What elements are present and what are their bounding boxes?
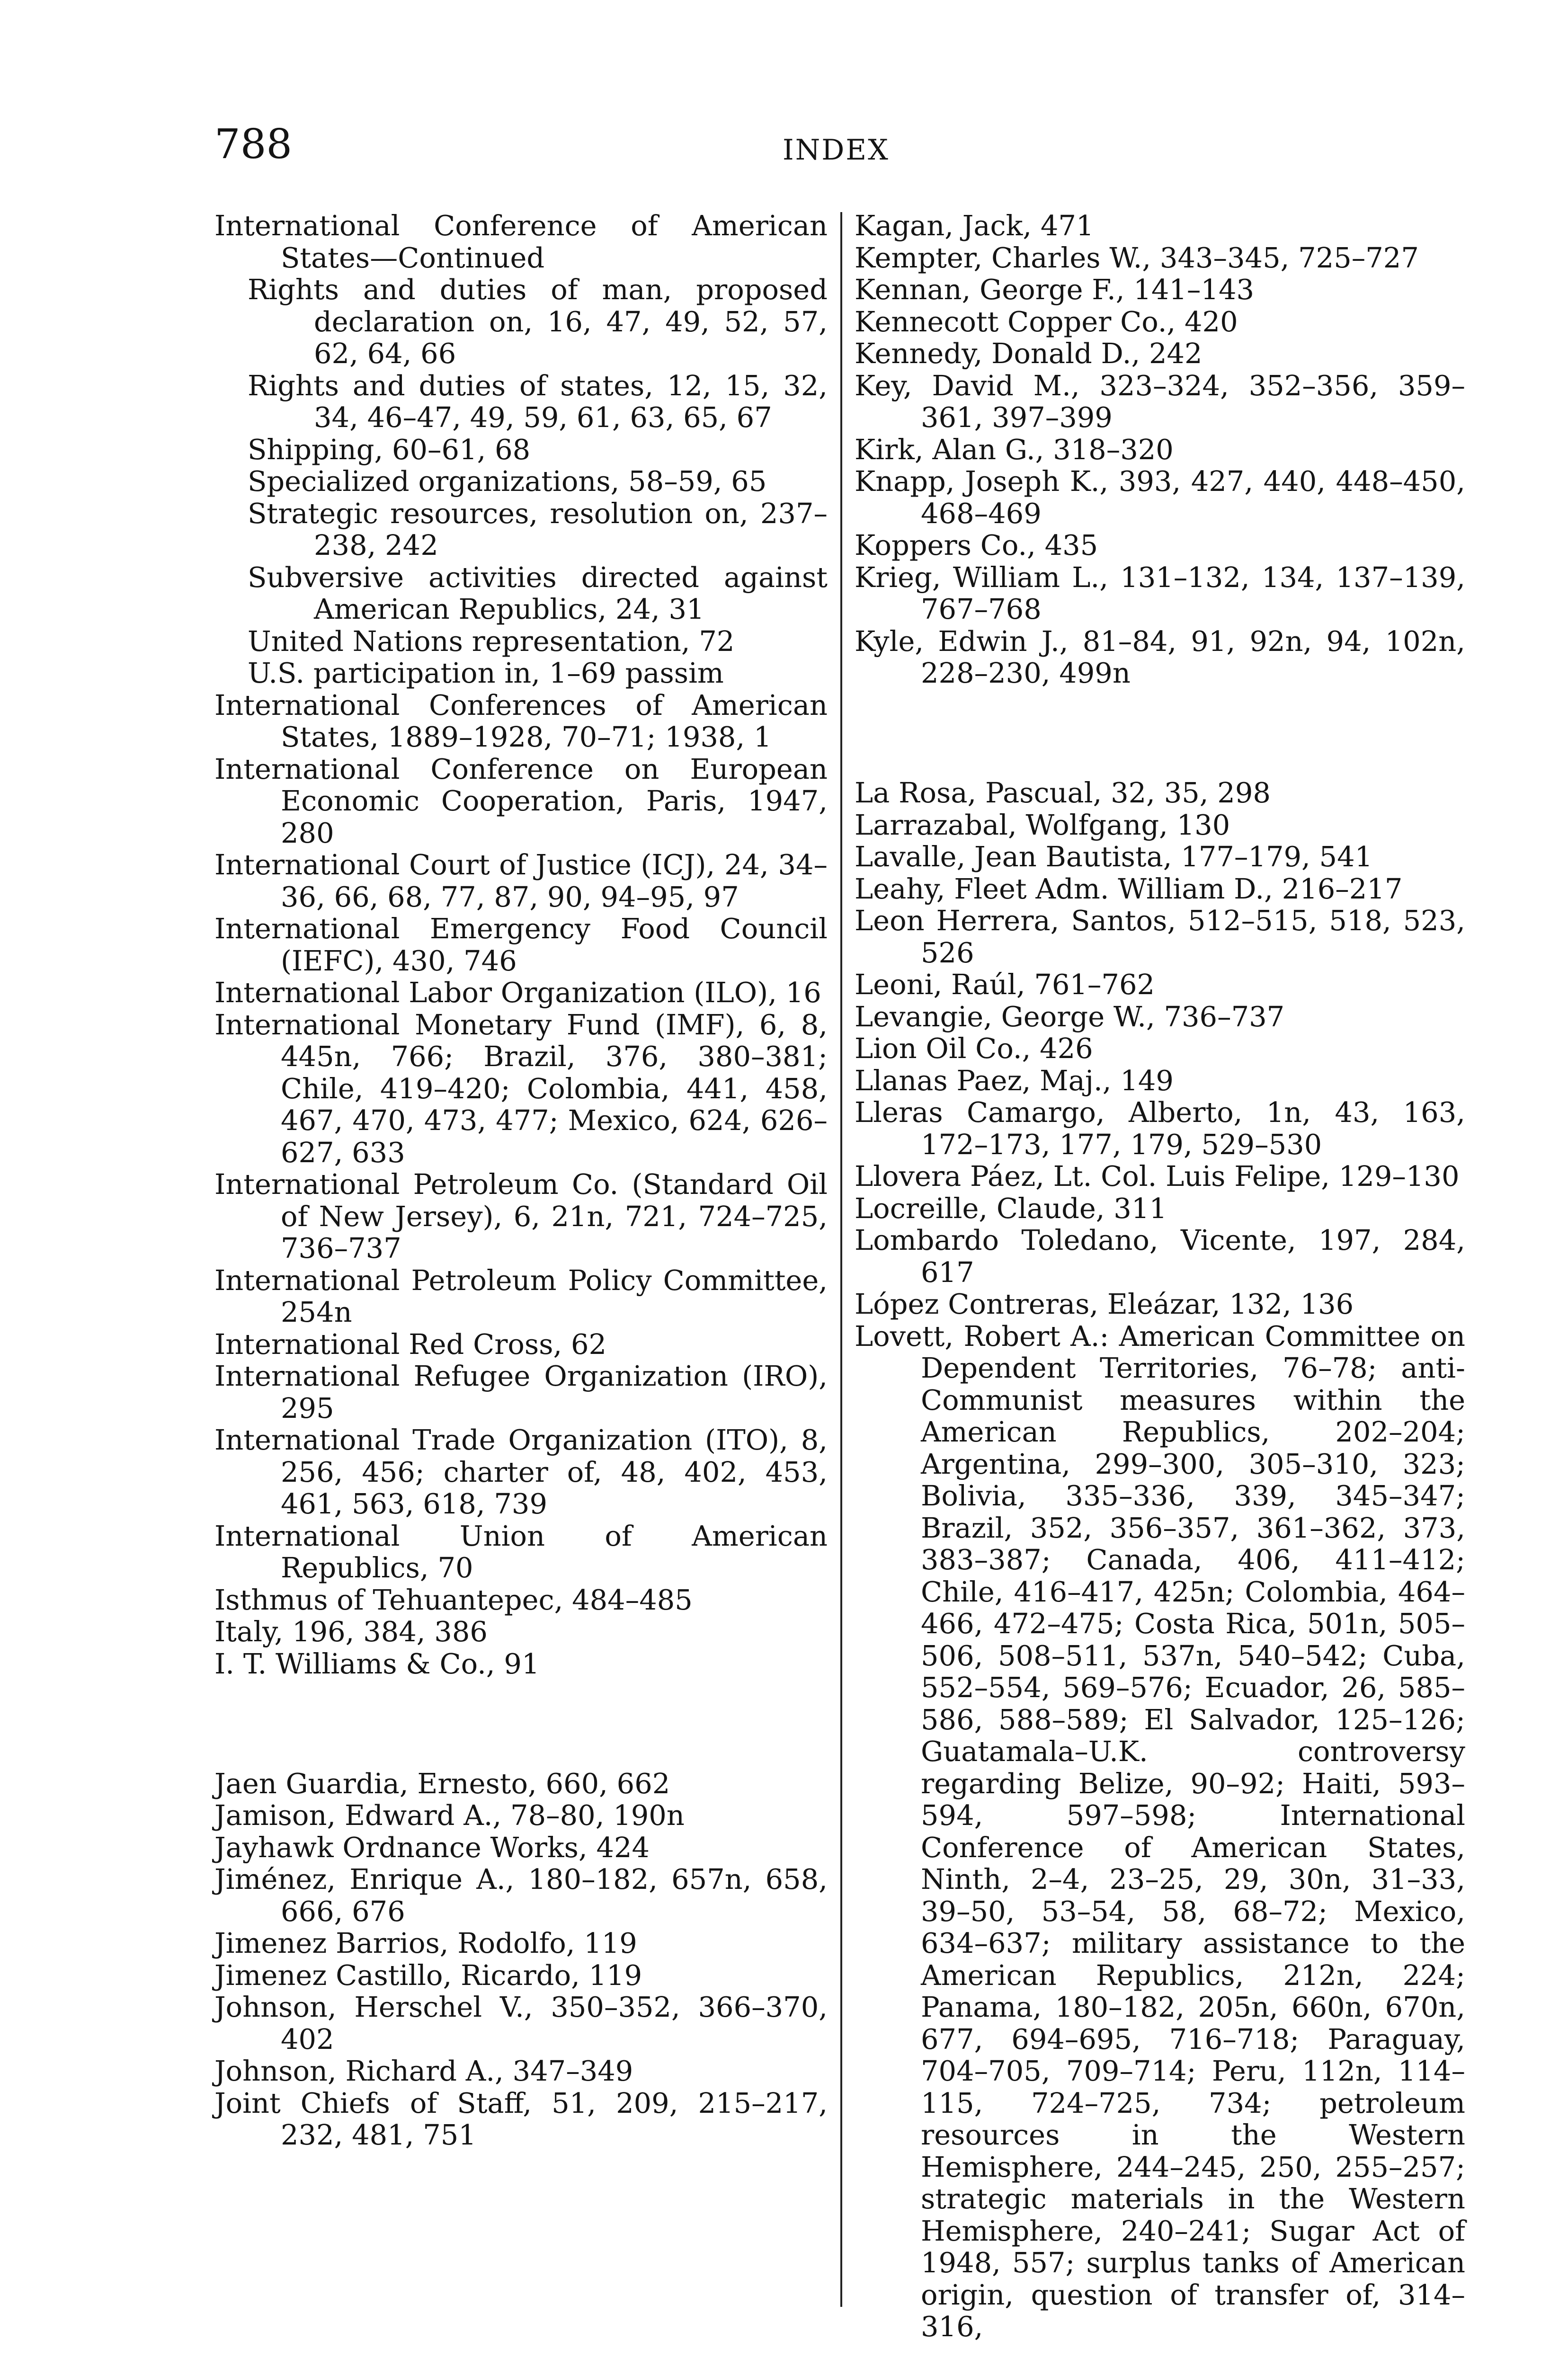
index-entry: I. T. Williams & Co., 91: [214, 1647, 540, 1680]
index-entry: Jaen Guardia, Ernesto, 660, 662: [214, 1767, 670, 1800]
index-subentry: Rights and duties of states, 12, 15, 32, 34, 46–47, 49, 59, 61, 63, 65, 67: [248, 369, 828, 434]
column-divider: [840, 212, 842, 2307]
index-entry: Llanas Paez, Maj., 149: [855, 1064, 1174, 1097]
index-entry: Jiménez, Enrique A., 180–182, 657n, 658, 666, 676: [214, 1863, 828, 1928]
index-entry: Johnson, Herschel V., 350–352, 366–370, 402: [214, 1991, 828, 2056]
index-entry: International Labor Organization (ILO), 16: [214, 976, 821, 1009]
index-entry: Leahy, Fleet Adm. William D., 216–217: [855, 872, 1403, 905]
index-entry: Isthmus of Tehuantepec, 484–485: [214, 1583, 693, 1616]
running-head: INDEX: [783, 133, 890, 167]
index-subentry: Specialized organizations, 58–59, 65: [248, 465, 767, 498]
index-entry: International Court of Justice (ICJ), 24, 34–36, 66, 68, 77, 87, 90, 94–95, 97: [214, 848, 828, 913]
index-subentry: Rights and duties of man, proposed declaration on, 16, 47, 49, 52, 57, 62, 64, 66: [248, 273, 828, 370]
index-entry: Kagan, Jack, 471: [855, 209, 1094, 242]
index-entry: Levangie, George W., 736–737: [855, 1000, 1285, 1033]
index-entry: International Conference of American States—Continued: [214, 209, 828, 274]
index-entry: Jamison, Edward A., 78–80, 190n: [214, 1799, 685, 1832]
index-entry: International Petroleum Co. (Standard Oil of New Jersey), 6, 21n, 721, 724–725, 736–737: [214, 1168, 828, 1264]
page-number: 788: [214, 121, 293, 168]
index-entry: Jayhawk Ordnance Works, 424: [214, 1831, 650, 1864]
index-entry: Jimenez Barrios, Rodolfo, 119: [214, 1927, 637, 1959]
index-entry: Lavalle, Jean Bautista, 177–179, 541: [855, 840, 1373, 873]
section-gap: [855, 717, 1465, 749]
index-entry: Lombardo Toledano, Vicente, 197, 284, 617: [855, 1224, 1465, 1289]
index-entry: Leoni, Raúl, 761–762: [855, 968, 1155, 1001]
index-entry: International Refugee Organization (IRO), 295: [214, 1360, 828, 1424]
index-entry: Llovera Páez, Lt. Col. Luis Felipe, 129–130: [855, 1160, 1460, 1192]
index-entry: Jimenez Castillo, Ricardo, 119: [214, 1958, 642, 1992]
page-header: [214, 121, 896, 178]
index-subentry: U.S. participation in, 1–69 passim: [248, 657, 724, 689]
index-entry: Leon Herrera, Santos, 512–515, 518, 523, 526: [855, 904, 1465, 969]
index-entry: Joint Chiefs of Staff, 51, 209, 215–217, 232, 481, 751: [214, 2086, 828, 2151]
index-entry: Locreille, Claude, 311: [855, 1192, 1167, 1225]
index-entry: López Contreras, Eleázar, 132, 136: [855, 1288, 1354, 1320]
index-entry: International Conference on European Economic Cooperation, Paris, 1947, 280: [214, 752, 828, 849]
section-gap: [214, 1708, 828, 1740]
index-entry: Kennan, George F., 141–143: [855, 273, 1255, 306]
index-subentry: United Nations representation, 72: [248, 624, 735, 658]
index-entry: International Emergency Food Council (IEFC), 430, 746: [214, 912, 828, 977]
index-entry: Lovett, Robert A.: American Committee on Dependent Territories, 76–78; anti-Communist measures within the American Republics, 202–204; Argentina, 299–300, 305–310, 323; Bolivia, 335–336, 339, 345–347; Brazil, 352, 356–357, 361–362, 373, 383–387; Canada, 406, 411–412; Chile, 416–417, 425n; Colombia, 464–466, 472–475; Costa Rica, 501n, 505–506, 508–511, 537n, 540–542; Cuba, 552–554, 569–576; Ecuador, 26, 585–586, 588–589; El Salvador, 125–126; Guatamala–U.K. controversy regarding Belize, 90–92; Haiti, 593–594, 597–598; International Conference of American States, Ninth, 2–4, 23–25, 29, 30n, 31–33, 39–50, 53–54, 58, 68–72; Mexico, 634–637; military assistance to the American Republics, 212n, 224; Panama, 180–182, 205n, 660n, 670n, 677, 694–695, 716–718; Paraguay, 704–705, 709–714; Peru, 112n, 114–115, 724–725, 734; petroleum resources in the Western Hemisphere, 244–245, 250, 255–257; strategic materials in the Western Hemisphere, 240–241; Sugar Act of 1948, 557; surplus tanks of American origin, question of transfer of, 314–316,: [855, 1319, 1465, 2343]
index-entry: Lleras Camargo, Alberto, 1n, 43, 163, 172–173, 177, 179, 529–530: [855, 1096, 1465, 1161]
index-entry: International Monetary Fund (IMF), 6, 8, 445n, 766; Brazil, 376, 380–381; Chile, 419–420; Colombia, 441, 458, 467, 470, 473, 477; Mexico, 624, 626–627, 633: [214, 1008, 828, 1169]
index-entry: Krieg, William L., 131–132, 134, 137–139, 767–768: [855, 561, 1465, 625]
index-entry: Johnson, Richard A., 347–349: [214, 2055, 633, 2087]
index-entry: Lion Oil Co., 426: [855, 1032, 1093, 1065]
index-entry: International Petroleum Policy Committee, 254n: [214, 1264, 828, 1328]
index-subentry: Strategic resources, resolution on, 237–238, 242: [248, 497, 828, 561]
index-entry: International Union of American Republics, 70: [214, 1519, 828, 1584]
index-entry: Kyle, Edwin J., 81–84, 91, 92n, 94, 102n, 228–230, 499n: [855, 624, 1465, 689]
index-entry: Larrazabal, Wolfgang, 130: [855, 808, 1230, 841]
index-subentry: Subversive activities directed against American Republics, 24, 31: [248, 561, 828, 625]
index-entry: Koppers Co., 435: [855, 529, 1098, 561]
index-entry: La Rosa, Pascual, 32, 35, 298: [855, 776, 1271, 809]
index-entry: International Trade Organization (ITO), 8, 256, 456; charter of, 48, 402, 453, 461, 563, 618, 739: [214, 1424, 828, 1520]
index-entry: Kennedy, Donald D., 242: [855, 337, 1203, 370]
index-entry: International Red Cross, 62: [214, 1327, 607, 1361]
index-entry: International Conferences of American States, 1889–1928, 70–71; 1938, 1: [214, 688, 828, 753]
index-column-left: [214, 210, 828, 2151]
index-entry: Knapp, Joseph K., 393, 427, 440, 448–450, 468–469: [855, 465, 1465, 530]
index-subentry: Shipping, 60–61, 68: [248, 433, 531, 466]
index-entry: Italy, 196, 384, 386: [214, 1615, 488, 1648]
index-entry: Key, David M., 323–324, 352–356, 359–361, 397–399: [855, 369, 1465, 434]
index-entry: Kempter, Charles W., 343–345, 725–727: [855, 241, 1419, 274]
index-column-right: [855, 210, 1465, 2343]
index-entry: Kennecott Copper Co., 420: [855, 305, 1238, 338]
index-entry: Kirk, Alan G., 318–320: [855, 433, 1174, 466]
